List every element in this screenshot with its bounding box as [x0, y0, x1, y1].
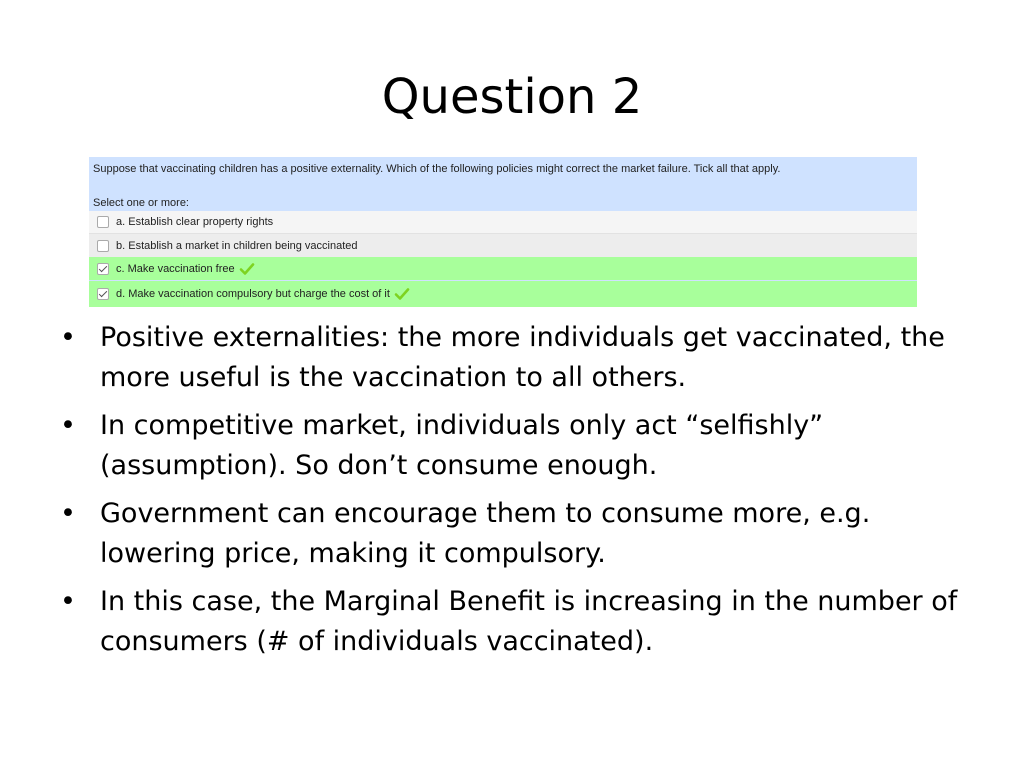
quiz-option-b[interactable]: [89, 234, 917, 257]
bullet-item: [60, 406, 980, 486]
bullet-marker: •: [60, 586, 76, 617]
quiz-select-prompt: Select one or more:: [93, 197, 189, 209]
quiz-question-text: Suppose that vaccinating children has a positive externality. Which of the following policies might correct the market failure. Tick all that apply.: [93, 163, 781, 175]
bullet-item: [60, 318, 980, 398]
quiz-option-label: a. Establish clear property rights: [116, 216, 274, 228]
quiz-option-label: d. Make vaccination compulsory but charge the cost of it: [116, 288, 390, 300]
bullet-marker: •: [60, 322, 76, 353]
bullet-text: Positive externalities: the more individuals get vaccinated, the more useful is the vaccination to all others.: [100, 322, 945, 393]
quiz-option-d[interactable]: [89, 281, 917, 307]
quiz-option-label: b. Establish a market in children being vaccinated: [116, 239, 358, 252]
bullet-text: In this case, the Marginal Benefit is increasing in the number of consumers (# of individuals vaccinated).: [100, 586, 958, 657]
checkbox-option-c[interactable]: [97, 263, 109, 275]
bullet-text: Government can encourage them to consume more, e.g. lowering price, making it compulsory.: [100, 498, 871, 569]
bullet-marker: •: [60, 498, 76, 529]
bullet-marker: •: [60, 410, 76, 441]
bullet-text: In competitive market, individuals only act “selfishly” (assumption). So don’t consume enough.: [100, 410, 824, 481]
quiz-option-label: c. Make vaccination free: [116, 262, 235, 275]
correct-check-icon: [239, 262, 255, 276]
checkbox-option-a[interactable]: [97, 216, 109, 228]
checkbox-option-b[interactable]: [97, 240, 109, 252]
bullet-list: [60, 318, 980, 670]
quiz-option-c[interactable]: [89, 257, 917, 280]
bullet-item: [60, 494, 980, 574]
quiz-option-a[interactable]: [89, 211, 917, 234]
bullet-item: [60, 582, 980, 662]
quiz-screenshot: [89, 157, 917, 307]
checkbox-option-d[interactable]: [97, 288, 109, 300]
correct-check-icon: [394, 287, 410, 301]
slide-title: Question 2: [381, 69, 643, 125]
